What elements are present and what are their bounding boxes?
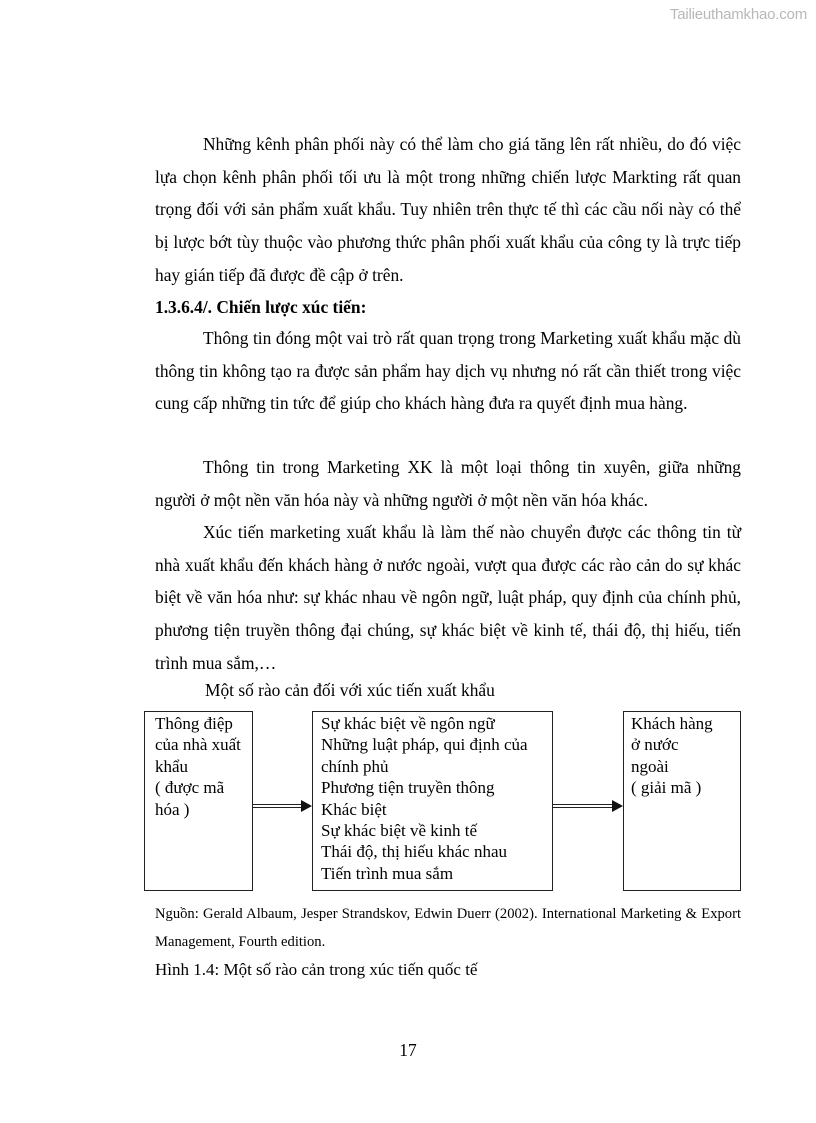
paragraph-text: Xúc tiến marketing xuất khẩu là làm thế nào chuyển được các thông tin từ nhà xuất khẩu đến khách hàng ở nước ngoài, vượt qua được các rào cản do sự khác biệt về văn hóa như: sự khác nhau về ngôn ngữ, luật pháp, quy định của chính phủ, phương tiện truyền thông đại chúng, sự khác biệt về kinh tế, thái độ, thị hiếu, tiến trình mua sắm,…: [155, 522, 741, 673]
barriers-box: [312, 711, 553, 891]
paragraph-text: Những kênh phân phối này có thể làm cho giá tăng lên rất nhiều, do đó việc lựa chọn kênh phân phối tối ưu là một trong những chiến lược Markting rất quan trọng đối với sản phẩm xuất khẩu. Tuy nhiên trên thực tế thì các cầu nối này có thể bị lược bớt tùy thuộc vào phương thức phân phối xuất khẩu của công ty là trực tiếp hay gián tiếp đã được đề cập ở trên.: [155, 134, 741, 285]
source-citation: Nguồn: Gerald Albaum, Jesper Strandskov, Edwin Duerr (2002). International Marketing & Export Management, Fourth edition.: [155, 906, 741, 950]
arrow-right-icon: [253, 804, 312, 809]
arrow-shaft: [553, 804, 613, 808]
figure-caption: Hình 1.4: Một số rào cản trong xúc tiến quốc tế: [155, 960, 478, 979]
receiver-line: ngoài: [631, 756, 669, 776]
sender-line: hóa ): [155, 799, 190, 819]
arrow-right-icon: [553, 804, 623, 809]
arrow-head: [301, 800, 312, 812]
barrier-line: Thái độ, thị hiếu khác nhau: [321, 842, 508, 862]
page-number: 17: [399, 1040, 417, 1060]
sender-box: [144, 711, 253, 891]
sender-line: của nhà xuất: [155, 735, 241, 755]
barrier-line: Sự khác biệt về kinh tế: [321, 821, 478, 841]
receiver-line: ở nước: [631, 735, 679, 755]
paragraph-text: Thông tin trong Marketing XK là một loại thông tin xuyên, giữa những người ở một nền văn hóa này và những người ở một nền văn hóa khác.: [155, 457, 741, 510]
receiver-box: [623, 711, 741, 891]
paragraph-text: Thông tin đóng một vai trò rất quan trọng trong Marketing xuất khẩu mặc dù thông tin không tạo ra được sản phẩm hay dịch vụ nhưng nó rất cần thiết trong việc cung cấp những tin tức để giúp cho khách hàng đưa ra quyết định mua hàng.: [155, 328, 741, 414]
barrier-line: Tiến trình mua sắm: [321, 863, 454, 883]
barrier-line: Sự khác biệt về ngôn ngữ: [321, 714, 495, 733]
paragraph-distribution: [155, 128, 741, 292]
paragraph-information-role: [155, 322, 741, 420]
section-heading: 1.3.6.4/. Chiến lược xúc tiến:: [155, 297, 367, 317]
watermark: Tailieuthamkhao.com: [669, 6, 807, 23]
diagram-intro: Một số rào cản đối với xúc tiến xuất khẩu: [205, 680, 495, 700]
sender-line: Thông điệp: [155, 714, 233, 733]
arrow-head: [612, 800, 623, 812]
barrier-line: Những luật pháp, qui định của: [321, 735, 528, 755]
sender-line: khẩu: [155, 756, 189, 776]
sender-line: ( được mã: [155, 778, 225, 798]
receiver-line: ( giải mã ): [631, 778, 702, 798]
barrier-line: Phương tiện truyền thông: [321, 778, 495, 798]
barrier-line: Khác biệt: [321, 799, 387, 819]
receiver-line: Khách hàng: [631, 714, 713, 733]
paragraph-cross-culture: [155, 451, 741, 516]
paragraph-promotion-definition: [155, 516, 741, 680]
arrow-shaft: [253, 804, 302, 808]
barrier-line: chính phủ: [321, 756, 389, 776]
